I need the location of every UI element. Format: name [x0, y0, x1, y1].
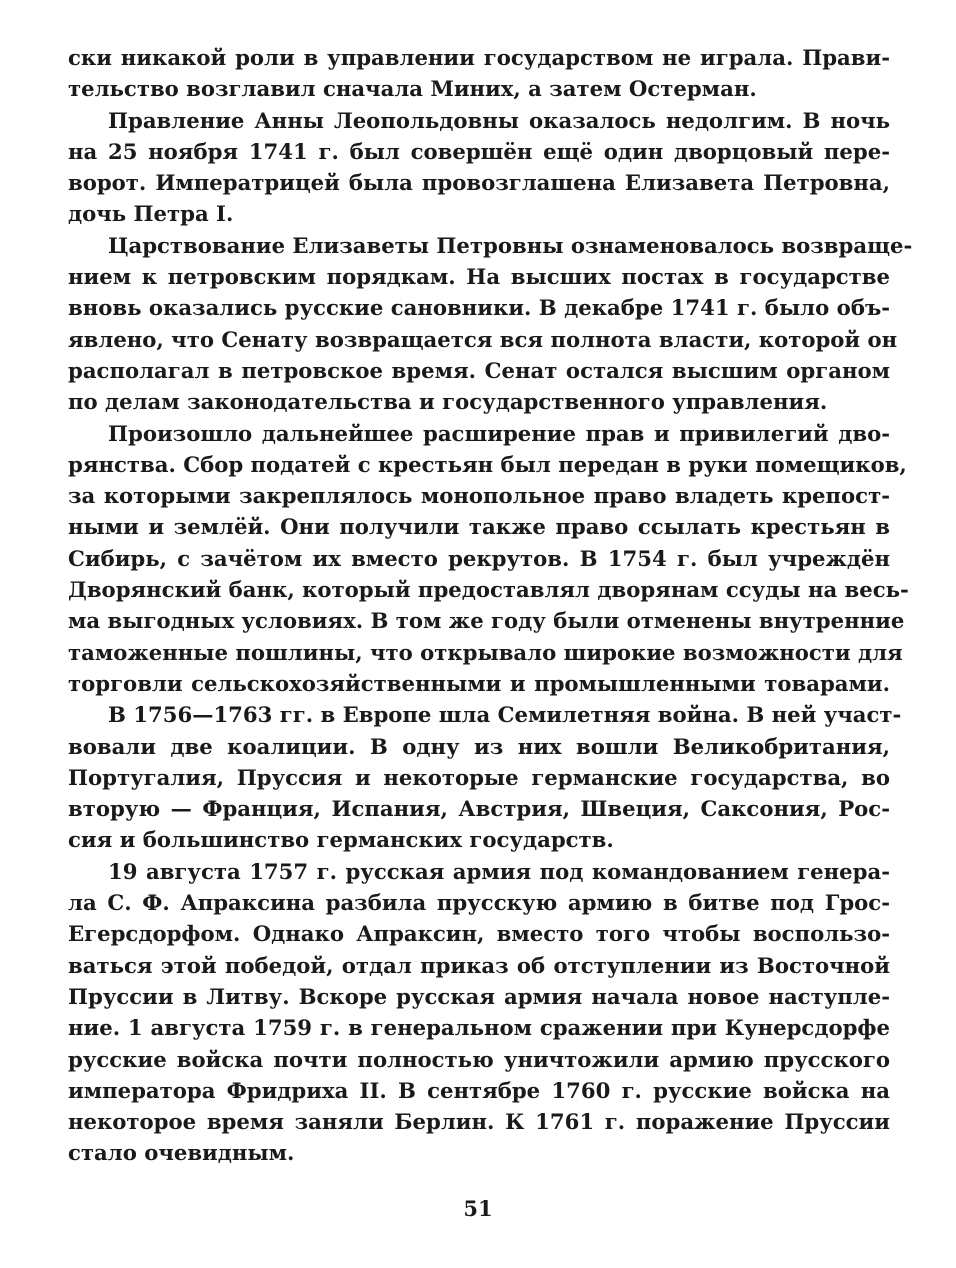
- text-line: ворот. Императрицей была провозглашена Елизавета Петровна,: [68, 170, 890, 196]
- text-line: сия и большинство германских государств.: [68, 827, 614, 853]
- paragraph: [68, 105, 890, 230]
- text-line: ваться этой победой, отдал приказ об отступлении из Восточной: [68, 952, 890, 978]
- text-line: вовали две коалиции. В одну из них вошли Великобритания,: [68, 733, 890, 759]
- text-line: Пруссии в Литву. Вскоре русская армия начала новое наступле-: [68, 983, 890, 1009]
- text-line: рянства. Сбор податей с крестьян был передан в руки помещиков,: [68, 451, 907, 477]
- text-line: Произошло дальнейшее расширение прав и привилегий дво-: [108, 420, 890, 446]
- text-line: императора Фридриха II. В сентябре 1760 г. русские войска на: [68, 1077, 890, 1103]
- text-line: тельство возглавил сначала Миних, а затем Остерман.: [68, 76, 757, 102]
- text-line: Португалия, Пруссия и некоторые германские государства, во: [68, 764, 890, 790]
- text-line: таможенные пошлины, что открывало широкие возможности для: [68, 639, 903, 665]
- text-line: вторую — Франция, Испания, Австрия, Швеция, Саксония, Рос-: [68, 796, 890, 822]
- text-line: ние. 1 августа 1759 г. в генеральном сражении при Кунерсдорфе: [68, 1015, 890, 1041]
- text-line: ски никакой роли в управлении государством не играла. Прави-: [68, 45, 890, 70]
- paragraph: [68, 230, 913, 418]
- paragraph: [68, 856, 890, 1169]
- text-line: вновь оказались русские сановники. В декабре 1741 г. было объ-: [68, 295, 890, 321]
- text-line: Дворянский банк, который предоставлял дворянам ссуды на весь-: [68, 577, 909, 603]
- text-line: 19 августа 1757 г. русская армия под командованием генера-: [108, 858, 890, 884]
- text-line: торговли сельскохозяйственными и промышленными товарами.: [68, 670, 890, 696]
- text-line: ма выгодных условиях. В том же году были отменены внутренние: [68, 608, 905, 634]
- text-line: располагал в петровское время. Сенат остался высшим органом: [68, 357, 890, 383]
- page-body: [68, 42, 913, 1169]
- text-line: Сибирь, с зачётом их вместо рекрутов. В 1754 г. был учреждён: [68, 545, 890, 571]
- text-line: за которыми закреплялось монопольное право владеть крепост-: [68, 483, 890, 509]
- text-line: дочь Петра I.: [68, 201, 234, 227]
- text-line: явлено, что Сенату возвращается вся полнота власти, которой он: [68, 326, 898, 352]
- text-line: ла С. Ф. Апраксина разбила прусскую армию в битве под Грос-: [68, 890, 890, 916]
- text-line: стало очевидным.: [68, 1140, 295, 1166]
- text-line: В 1756—1763 гг. в Европе шла Семилетняя война. В ней участ-: [108, 702, 902, 728]
- paragraph: [68, 418, 909, 700]
- text-line: по делам законодательства и государственного управления.: [68, 389, 828, 415]
- text-line: русские войска почти полностью уничтожили армию прусского: [68, 1046, 890, 1072]
- paragraph: [68, 42, 890, 105]
- text-line: нием к петровским порядкам. На высших постах в государстве: [68, 264, 890, 290]
- paragraph: [68, 699, 902, 855]
- text-line: ными и землёй. Они получили также право ссылать крестьян в: [68, 514, 890, 540]
- text-line: некоторое время заняли Берлин. К 1761 г. поражение Пруссии: [68, 1109, 890, 1135]
- page-number: 51: [463, 1196, 493, 1221]
- text-line: Егерсдорфом. Однако Апраксин, вместо того чтобы воспользо-: [68, 921, 890, 947]
- text-line: Правление Анны Леопольдовны оказалось недолгим. В ночь: [108, 107, 890, 133]
- text-line: Царствование Елизаветы Петровны ознаменовалось возвраще-: [108, 232, 913, 258]
- text-line: на 25 ноября 1741 г. был совершён ещё один дворцовый пере-: [68, 138, 890, 164]
